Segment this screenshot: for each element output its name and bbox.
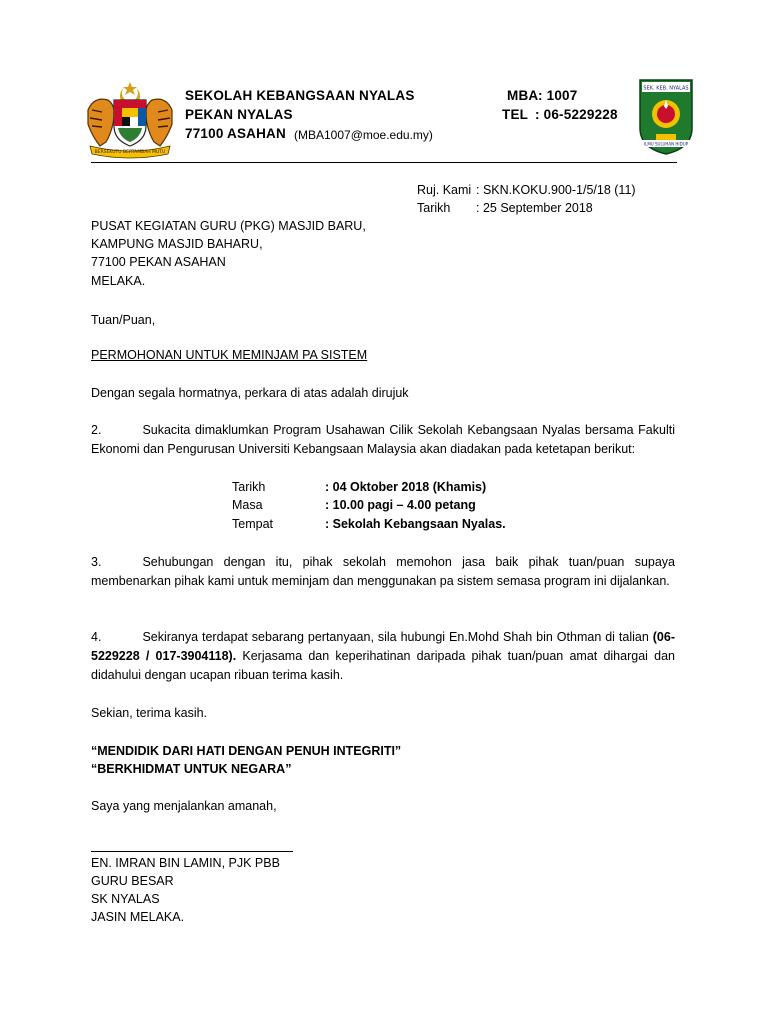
coat-of-arms-logo bbox=[80, 80, 180, 160]
paragraph-4-number: 4. bbox=[91, 630, 102, 644]
paragraph-3 bbox=[91, 553, 675, 591]
motto-line-2: “BERKHIDMAT UNTUK NEGARA” bbox=[91, 762, 292, 776]
signatory-school: SK NYALAS bbox=[91, 892, 160, 906]
badge-bottom-text: ILMU SULUHAN HIDUP bbox=[643, 141, 689, 147]
event-date-label: Tarikh bbox=[232, 480, 266, 494]
school-postcode-city: 77100 ASAHAN bbox=[185, 126, 286, 141]
date-label: Tarikh bbox=[417, 201, 451, 215]
mba-label: MBA bbox=[507, 88, 539, 103]
paragraph-3-text: Sehubungan dengan itu, pihak sekolah memohon jasa baik pihak tuan/puan supaya membenarkan pihak kami untuk meminjam dan menggunakan pa sistem semasa program ini dijalankan. bbox=[91, 555, 675, 588]
tel-value: : 06-5229228 bbox=[535, 107, 618, 122]
event-date-value: : 04 Oktober 2018 (Khamis) bbox=[325, 480, 487, 494]
motto-line-1: “MENDIDIK DARI HATI DENGAN PENUH INTEGRITI” bbox=[91, 744, 402, 758]
event-venue-label: Tempat bbox=[232, 517, 273, 531]
school-name: SEKOLAH KEBANGSAAN NYALAS bbox=[185, 88, 415, 103]
subject-line: PERMOHONAN UNTUK MEMINJAM PA SISTEM bbox=[91, 348, 368, 362]
event-venue-value: : Sekolah Kebangsaan Nyalas. bbox=[325, 517, 506, 531]
tel-label: TEL bbox=[502, 107, 529, 122]
event-time-label: Masa bbox=[232, 498, 263, 512]
signatory-place: JASIN MELAKA. bbox=[91, 910, 185, 924]
paragraph-2 bbox=[91, 421, 675, 459]
paragraph-4 bbox=[91, 628, 675, 685]
salutation: Tuan/Puan, bbox=[91, 313, 156, 327]
date-value: : 25 September 2018 bbox=[476, 201, 593, 215]
school-town: PEKAN NYALAS bbox=[185, 107, 293, 122]
signature-line bbox=[91, 851, 293, 852]
paragraph-4-text-before: Sekiranya terdapat sebarang pertanyaan, sila hubungi En.Mohd Shah bin Othman di talian bbox=[142, 630, 653, 644]
letterhead-divider bbox=[91, 162, 677, 163]
paragraph-2-text: Sukacita dimaklumkan Program Usahawan Cilik Sekolah Kebangsaan Nyalas bersama Fakulti Ekonomi dan Pengurusan Universiti Kebangsaan Malaysia akan diadakan pada ketetapan berikut: bbox=[91, 423, 675, 456]
opening-line: Dengan segala hormatnya, perkara di atas adalah dirujuk bbox=[91, 386, 409, 400]
ref-value: : SKN.KOKU.900-1/5/18 (11) bbox=[476, 183, 636, 197]
closing-line: Sekian, terima kasih. bbox=[91, 706, 208, 720]
ref-label: Ruj. Kami bbox=[417, 183, 472, 197]
recipient-line-4: MELAKA. bbox=[91, 274, 146, 288]
signatory-name: EN. IMRAN BIN LAMIN, PJK PBB bbox=[91, 856, 280, 870]
badge-top-text: SEK. KEB. NYALAS bbox=[643, 85, 689, 92]
contact-phone: (06-5229228 / 017-3904118). bbox=[91, 630, 675, 663]
event-time-value: : 10.00 pagi – 4.00 petang bbox=[325, 498, 476, 512]
trust-line: Saya yang menjalankan amanah, bbox=[91, 799, 277, 813]
mba-value: : 1007 bbox=[538, 88, 578, 103]
paragraph-2-number: 2. bbox=[91, 423, 102, 437]
crest-motto: BERSEKUTU BERTAMBAH MUTU bbox=[94, 150, 166, 155]
recipient-line-2: KAMPUNG MASJID BAHARU, bbox=[91, 237, 263, 251]
school-email: (MBA1007@moe.edu.my) bbox=[294, 128, 433, 142]
recipient-line-3: 77100 PEKAN ASAHAN bbox=[91, 255, 226, 269]
recipient-line-1: PUSAT KEGIATAN GURU (PKG) MASJID BARU, bbox=[91, 219, 366, 233]
paragraph-4-text-after: Kerjasama dan keperihatinan daripada pihak tuan/puan amat dihargai dan didahului dengan ucapan ribuan terima kasih. bbox=[91, 649, 675, 682]
school-badge-logo bbox=[638, 78, 694, 156]
signatory-title: GURU BESAR bbox=[91, 874, 174, 888]
paragraph-3-number: 3. bbox=[91, 555, 102, 569]
